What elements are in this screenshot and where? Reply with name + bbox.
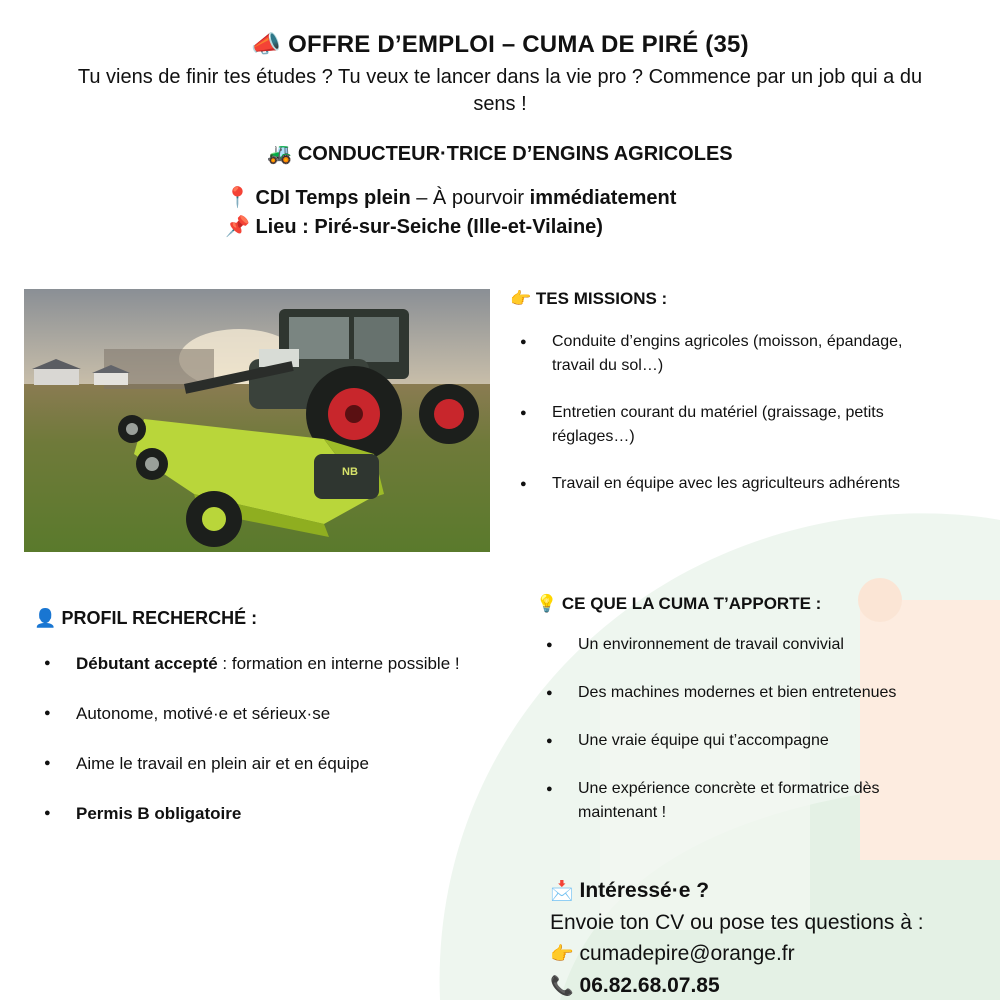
list-item: ● Aime le travail en plein air et en équipe (44, 751, 474, 777)
job-title: 🚜 CONDUCTEUR·TRICE D’ENGINS AGRICOLES (267, 143, 733, 165)
envelope-icon: 📩 (550, 881, 574, 902)
person-icon: 👤 (34, 608, 57, 628)
phone-icon: 📞 (550, 976, 574, 997)
contact-line: Envoie ton CV ou pose tes questions à : (550, 911, 924, 934)
lightbulb-icon: 💡 (536, 594, 558, 613)
contact-email-row (550, 938, 924, 970)
missions-heading: 👉 TES MISSIONS : (510, 289, 668, 308)
list-item: ● Des machines modernes et bien entretenues (546, 681, 946, 705)
benefits-heading: 💡 CE QUE LA CUMA T’APPORTE : (536, 594, 822, 613)
list-item: ● Une vraie équipe qui t’accompagne (546, 729, 946, 753)
benefits-list (546, 633, 946, 849)
tractor-photo (24, 289, 490, 552)
pointing-hand-icon: 👉 (510, 289, 532, 308)
list-item: ● Entretien courant du matériel (graissage, petits réglages…) (520, 401, 920, 449)
contact-heading: 📩 Intéressé·e ? (550, 879, 710, 902)
pin-icon: 📍 (225, 187, 250, 209)
phone-link[interactable]: 06.82.68.07.85 (579, 974, 720, 997)
email-link[interactable]: cumadepire@orange.fr (579, 942, 795, 965)
tractor-icon: 🚜 (267, 143, 293, 165)
contract-line: 📍 CDI Temps plein – À pourvoir immédiatement (225, 187, 677, 209)
contact-phone-row (550, 970, 924, 1002)
list-item: ● Autonome, motivé·e et sérieux·se (44, 701, 474, 727)
list-item: ● Conduite d’engins agricoles (moisson, épandage, travail du sol…) (520, 330, 920, 378)
location-line: 📌 Lieu : Piré-sur-Seiche (Ille-et-Vilaine) (225, 216, 603, 238)
mower-label: NB (342, 466, 358, 478)
megaphone-icon: 📣 (251, 31, 282, 58)
pointing-hand-icon: 👉 (550, 944, 574, 965)
list-item: ● Un environnement de travail convivial (546, 633, 946, 657)
list-item: ● Une expérience concrète et formatrice dès maintenant ! (546, 777, 946, 825)
profil-heading: 👤 PROFIL RECHERCHÉ : (34, 608, 258, 628)
pushpin-icon: 📌 (225, 216, 250, 238)
contact-block (550, 875, 924, 1002)
list-item: ● Permis B obligatoire (44, 801, 474, 827)
page-title: 📣 OFFRE D’EMPLOI – CUMA DE PIRÉ (35) (251, 31, 749, 58)
profil-list (44, 651, 474, 851)
list-item: ● Débutant accepté : formation en interne possible ! (44, 651, 474, 677)
list-item: ● Travail en équipe avec les agriculteurs adhérents (520, 472, 920, 496)
missions-list (520, 330, 920, 519)
page-subtitle: Tu viens de finir tes études ? Tu veux te lancer dans la vie pro ? Commence par un job qui a du sens ! (77, 66, 923, 115)
